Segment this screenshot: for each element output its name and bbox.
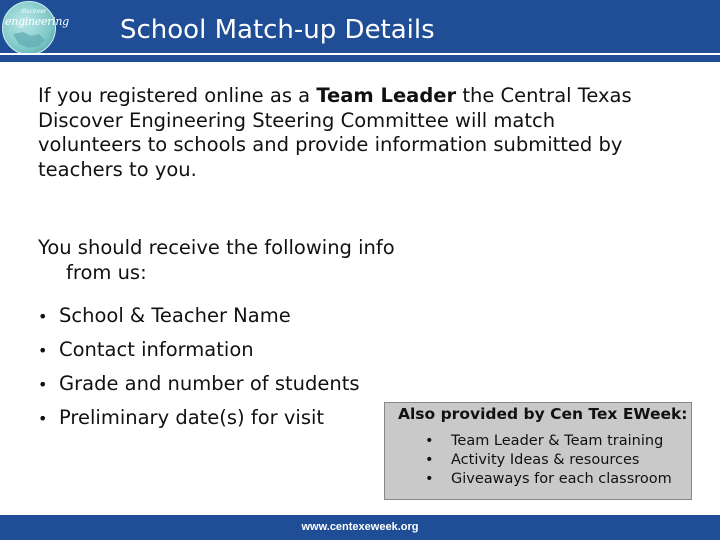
list-item <box>38 301 398 335</box>
title-divider <box>0 53 720 55</box>
list-item-text: Preliminary date(s) for visit <box>59 406 325 429</box>
box-list-item <box>425 470 672 489</box>
bullet-icon: • <box>425 452 434 468</box>
box-item-text: Giveaways for each classroom <box>451 471 672 487</box>
page-title: School Match-up Details <box>120 15 435 45</box>
bullet-icon: • <box>38 307 48 326</box>
bullet-icon: • <box>425 433 434 449</box>
team-leader-bold: Team Leader <box>316 84 457 107</box>
footer-bar <box>0 515 720 540</box>
paragraph-text-1: If you registered online as a <box>38 84 317 107</box>
box-list-item <box>425 432 672 451</box>
box-list <box>425 432 672 489</box>
header-bar <box>0 0 720 62</box>
bullet-icon: • <box>38 375 48 394</box>
intro-line-2: from us: <box>66 260 147 284</box>
footer-url: www.centexeweek.org <box>301 521 419 533</box>
list-item <box>38 403 398 437</box>
box-item-text: Activity Ideas & resources <box>451 452 640 468</box>
intro-line-1: You should receive the following info <box>38 236 395 259</box>
bullet-icon: • <box>38 341 48 360</box>
bullet-icon: • <box>425 471 434 487</box>
list-item-text: School & Teacher Name <box>59 304 291 327</box>
bullet-icon: • <box>38 409 48 428</box>
box-item-text: Team Leader & Team training <box>451 433 664 449</box>
also-provided-box <box>384 402 692 500</box>
logo-main-text: engineering <box>5 15 69 28</box>
list-item <box>38 335 398 369</box>
box-title: Also provided by Cen Tex EWeek: <box>398 405 688 423</box>
logo-map-icon <box>9 30 49 50</box>
info-intro <box>38 236 478 285</box>
info-list <box>38 301 398 437</box>
discover-engineering-logo <box>2 1 69 55</box>
paragraph-text-2: the Central Texas Discover Engineering Steering Committee will match volunteers to schools and provide information submitted by teachers to you. <box>38 84 632 181</box>
list-item-text: Grade and number of students <box>59 372 360 395</box>
list-item <box>38 369 398 403</box>
registration-paragraph <box>38 84 658 182</box>
list-item-text: Contact information <box>59 338 254 361</box>
logo-top-text: discover <box>21 8 47 15</box>
box-list-item <box>425 451 672 470</box>
